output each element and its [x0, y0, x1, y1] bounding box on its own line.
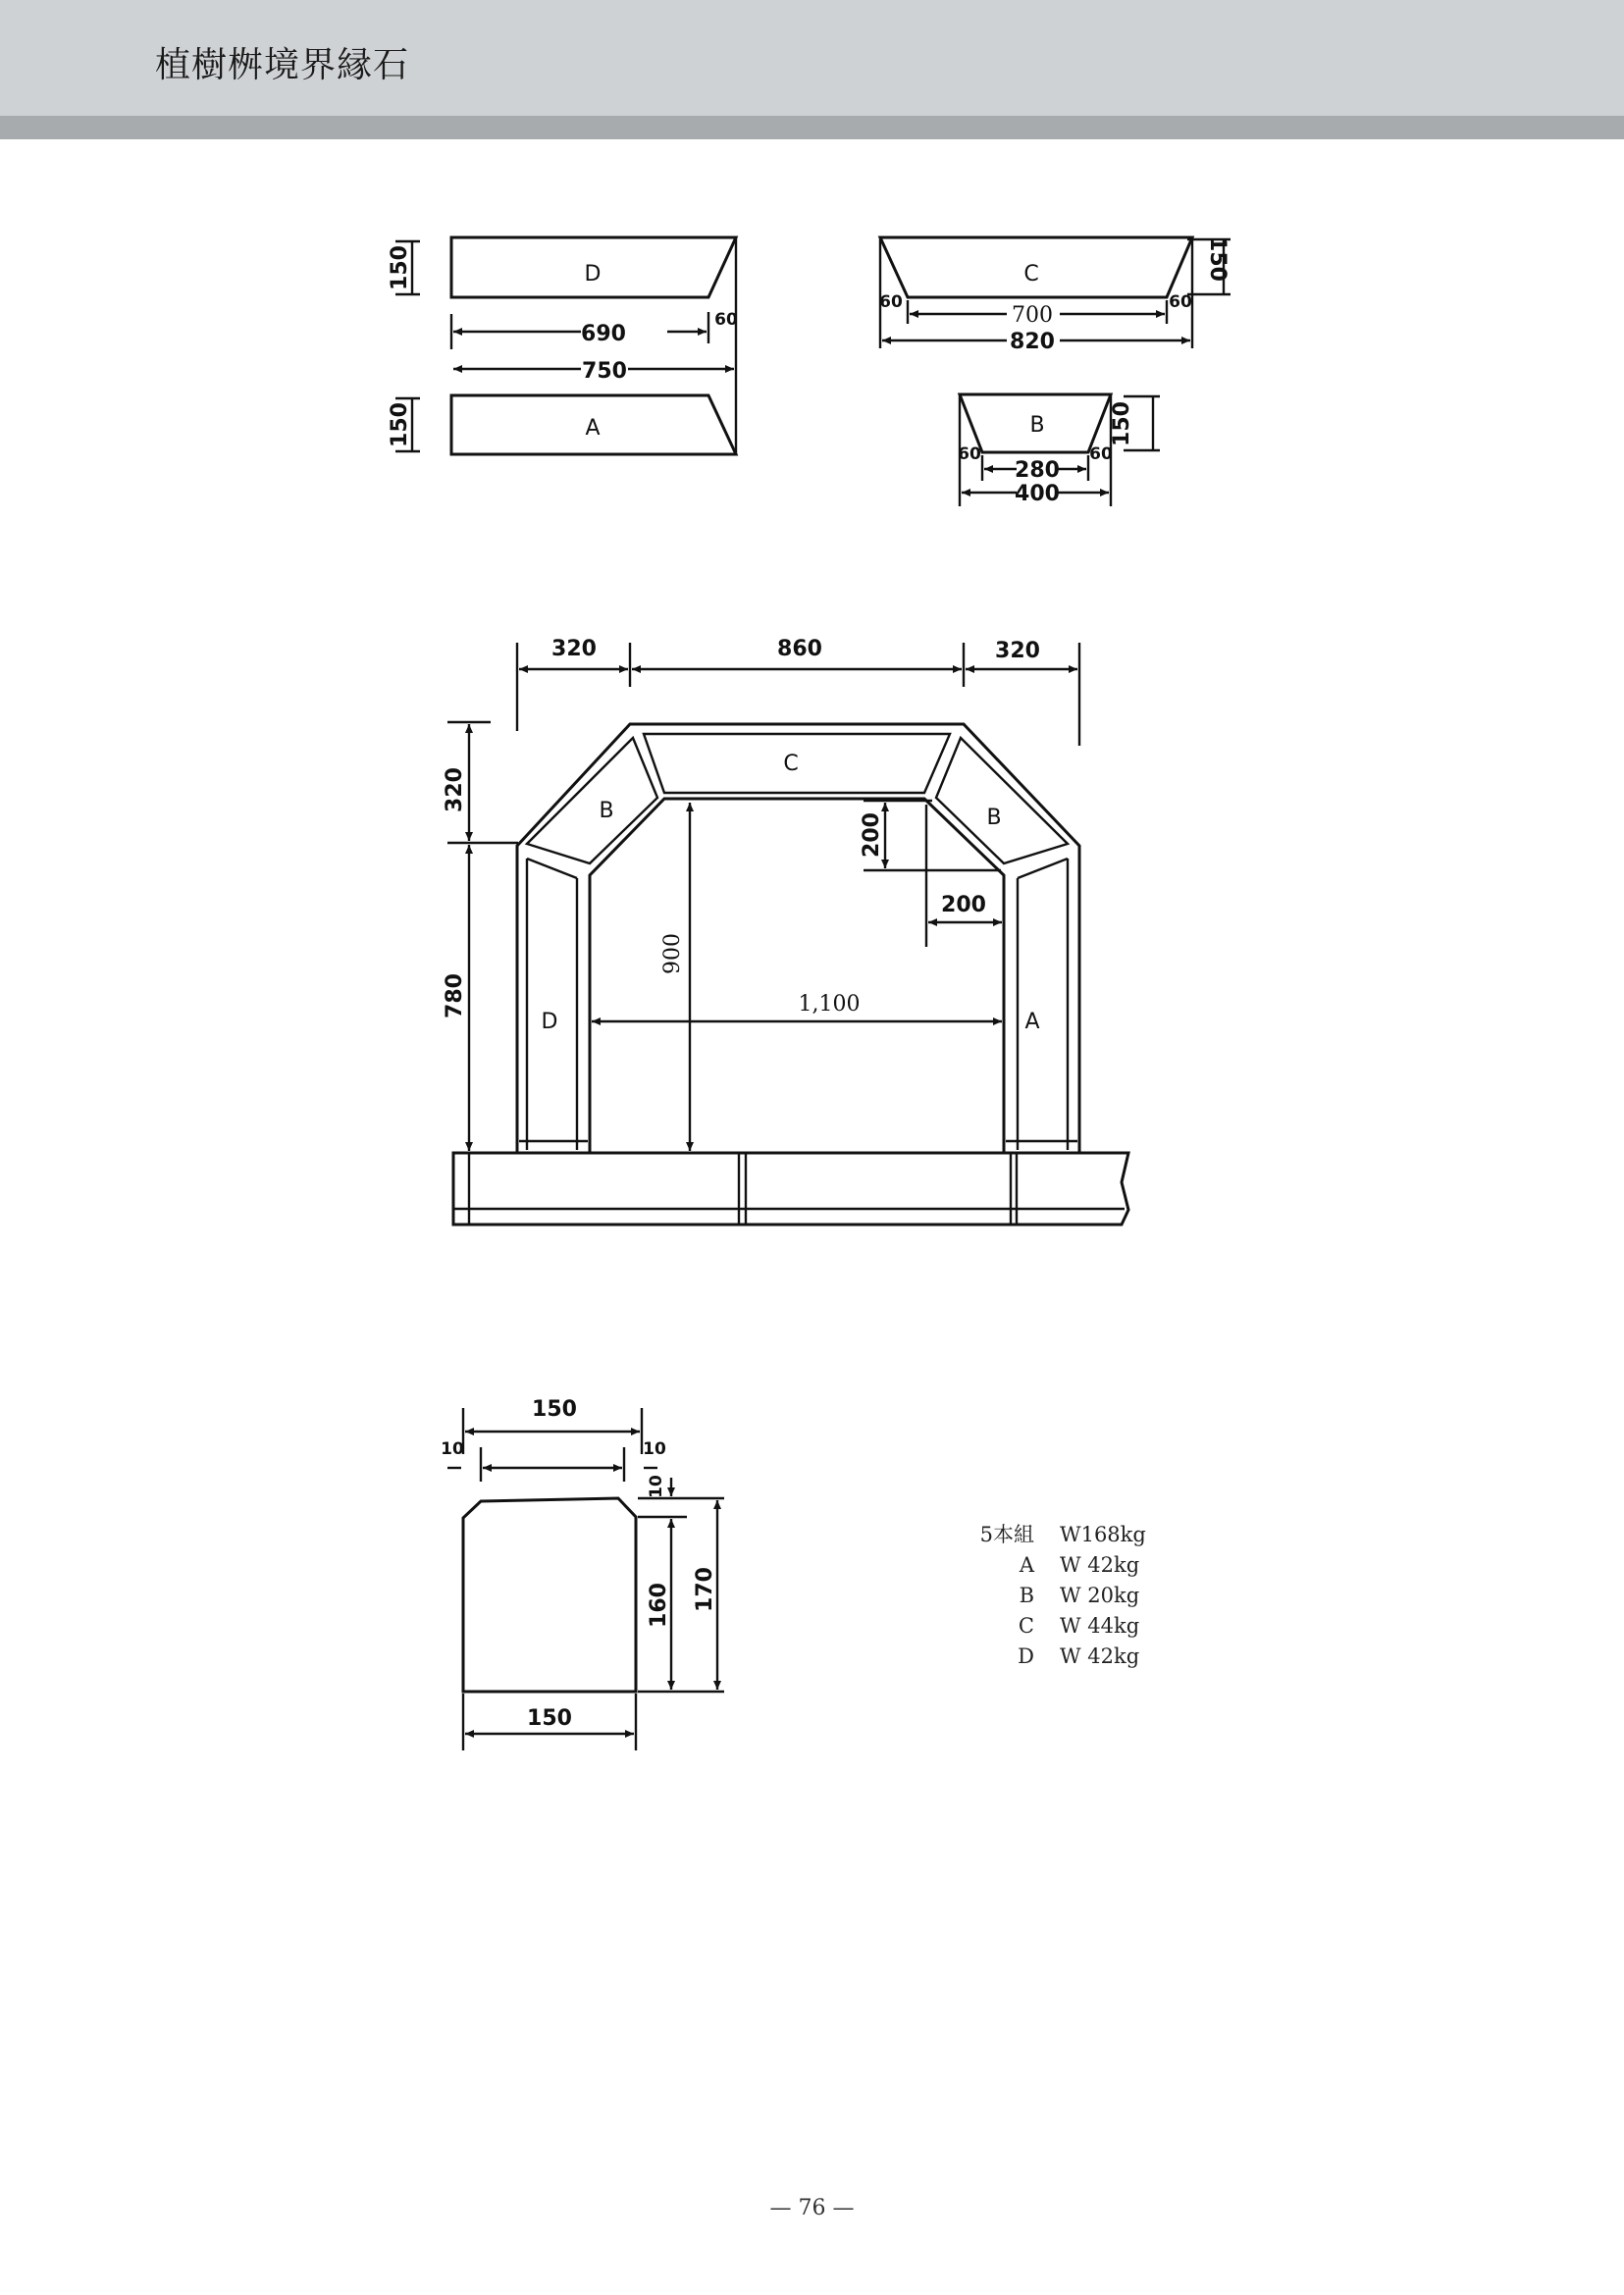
piece-c-label: C — [1023, 262, 1039, 287]
assembly-left-upper-dim: 320 — [443, 767, 467, 812]
piece-a-height: 150 — [388, 402, 412, 447]
page-title: 植樹桝境界縁石 — [155, 45, 410, 85]
assembly-inner-width-dim: 1,100 — [798, 992, 861, 1017]
piece-c-chamfer-right: 60 — [1169, 292, 1192, 312]
piece-b-height: 150 — [1110, 401, 1134, 446]
assembly-label-a: A — [1024, 1010, 1040, 1034]
assembly-top-middle-dim: 860 — [777, 637, 822, 661]
weight-key: 5本組 — [979, 1523, 1034, 1546]
assembly-top-right-dim: 320 — [995, 639, 1040, 663]
piece-c-drawing — [879, 236, 1231, 354]
weight-row — [966, 1520, 1146, 1550]
piece-b-drawing — [958, 394, 1160, 506]
piece-a-label: A — [585, 416, 601, 441]
weight-row — [966, 1581, 1146, 1611]
section-bottom-width: 150 — [527, 1706, 572, 1731]
assembly-drawing — [443, 637, 1128, 1225]
assembly-label-b-left: B — [599, 799, 614, 823]
weight-key: B — [1019, 1584, 1034, 1607]
section-height-inner: 160 — [647, 1583, 671, 1628]
piece-b-label: B — [1029, 413, 1045, 438]
section-chamfer-height: 10 — [647, 1475, 666, 1498]
weight-row — [966, 1611, 1146, 1642]
section-drawing — [441, 1397, 724, 1750]
piece-d-drawing — [388, 237, 738, 384]
piece-b-outer-length: 400 — [1015, 482, 1060, 506]
weight-key: A — [1019, 1553, 1034, 1577]
weight-key: C — [1018, 1614, 1034, 1638]
section-left-chamfer: 10 — [441, 1439, 464, 1459]
weight-value: W 44kg — [1060, 1614, 1140, 1638]
assembly-label-c: C — [783, 752, 799, 776]
piece-a-drawing — [388, 383, 736, 454]
piece-d-height: 150 — [388, 245, 412, 290]
weight-row — [966, 1642, 1146, 1672]
assembly-label-b-right: B — [986, 806, 1002, 830]
weight-value: W168kg — [1060, 1523, 1146, 1546]
piece-c-chamfer-left: 60 — [879, 292, 903, 312]
weight-value: W 20kg — [1060, 1584, 1140, 1607]
weight-table — [966, 1520, 1146, 1672]
assembly-top-left-dim: 320 — [551, 637, 597, 661]
piece-b-chamfer-right: 60 — [1089, 444, 1113, 464]
weight-key: D — [1018, 1644, 1034, 1668]
weight-value: W 42kg — [1060, 1644, 1140, 1668]
piece-d-chamfer: 60 — [714, 310, 738, 330]
assembly-inner-height-dim: 900 — [660, 933, 685, 974]
assembly-offset-vertical-dim: 200 — [860, 812, 884, 858]
page-number: — 76 — — [769, 2196, 855, 2220]
piece-c-inner-length: 700 — [1012, 303, 1053, 328]
piece-b-chamfer-left: 60 — [958, 444, 981, 464]
assembly-left-lower-dim: 780 — [443, 973, 467, 1018]
piece-b-inner-length: 280 — [1015, 458, 1060, 483]
assembly-offset-horizontal-dim: 200 — [941, 893, 986, 917]
section-right-chamfer: 10 — [643, 1439, 666, 1459]
section-height-total: 170 — [693, 1567, 717, 1612]
assembly-label-d: D — [541, 1010, 558, 1034]
weight-row — [966, 1550, 1146, 1581]
piece-d-inner-length: 690 — [581, 322, 626, 346]
piece-c-height: 150 — [1205, 236, 1230, 282]
section-top-width: 150 — [532, 1397, 577, 1422]
piece-d-outer-length: 750 — [582, 359, 627, 384]
piece-c-outer-length: 820 — [1010, 330, 1055, 354]
weight-value: W 42kg — [1060, 1553, 1140, 1577]
piece-d-label: D — [584, 262, 602, 287]
